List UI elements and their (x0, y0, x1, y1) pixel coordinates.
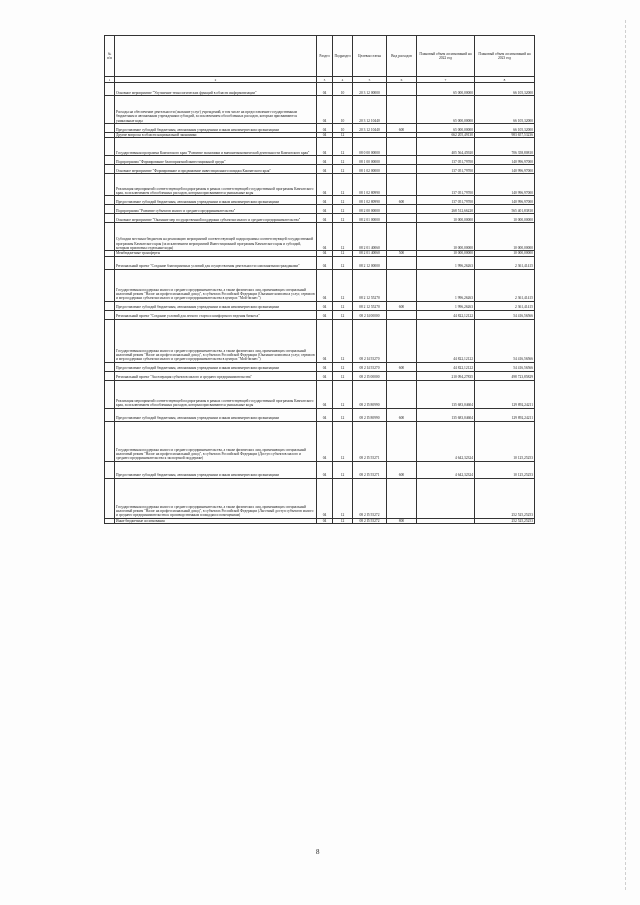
row-num-cell (105, 319, 115, 362)
row-name-cell: Государственная поддержка малого и среднего предпринимательства, а также физических лиц, применяющих специальный налоговый режим "Налог на профессиональный доход", в субъектах Российской Федерации (Оказание комплекса услуг, сервисов и мер поддержки субъектам малого и среднего предпринимательства в центрах "Мой бизнес") (115, 319, 317, 362)
row-sum-2022-cell: 135 683,04604 (417, 408, 475, 421)
row-num-cell (105, 362, 115, 371)
row-podrazdel-cell: 12 (333, 133, 353, 138)
row-name-cell: Региональный проект "Создание условий для легкого старта и комфортного ведения бизнеса" (115, 310, 317, 319)
column-number: 1 (105, 77, 115, 83)
row-sum-2023-cell: 10 000,00000 (475, 223, 535, 251)
row-sum-2023-cell: 252 525,25253 (475, 478, 535, 518)
row-name-cell: Государственная программа Камчатского края "Развитие экономики и внешнеэкономической деятельности Камчатского края" (115, 138, 317, 156)
row-name-cell: Подпрограмма "Формирование благоприятной инвестиционной среды" (115, 156, 317, 165)
column-number: 7 (417, 77, 475, 83)
row-razdel-cell: 04 (317, 124, 333, 133)
row-vr-cell (387, 156, 417, 165)
row-vr-cell (387, 371, 417, 380)
row-num-cell (105, 269, 115, 301)
row-num-cell (105, 518, 115, 523)
table-row (105, 301, 535, 310)
row-podrazdel-cell: 12 (333, 518, 353, 523)
row-name-cell: Другие вопросы в области национальной экономики (115, 133, 317, 138)
row-podrazdel-cell: 12 (333, 138, 353, 156)
row-sum-2023-cell: 66 105,32000 (475, 124, 535, 133)
column-number: 4 (333, 77, 353, 83)
row-num-cell (105, 138, 115, 156)
row-sum-2023-cell: 10 000,00000 (475, 214, 535, 223)
row-podrazdel-cell: 10 (333, 83, 353, 96)
scan-edge-line (625, 20, 626, 890)
row-vr-cell (387, 96, 417, 124)
row-csr-cell: 08 1 02 80990 (353, 174, 387, 196)
row-podrazdel-cell: 12 (333, 301, 353, 310)
table-row (105, 421, 535, 461)
row-vr-cell: 600 (387, 408, 417, 421)
row-sum-2023-cell: 54 416,56566 (475, 310, 535, 319)
row-sum-2023-cell: 2 361,41415 (475, 301, 535, 310)
row-csr-cell: 08 2 12 55270 (353, 301, 387, 310)
row-sum-2023-cell: 66 105,32000 (475, 83, 535, 96)
row-sum-2022-cell: 4 642,32324 (417, 461, 475, 478)
row-sum-2023-cell: 498 723,85829 (475, 371, 535, 380)
row-csr-cell: 08 2 I5 55272 (353, 478, 387, 518)
row-name-cell: Предоставление субсидий бюджетным, автономным учреждениям и иным некоммерческим организациям (115, 301, 317, 310)
row-vr-cell (387, 138, 417, 156)
row-num-cell (105, 83, 115, 96)
row-name-cell: Предоставление субсидий бюджетным, автономным учреждениям и иным некоммерческим организациям (115, 362, 317, 371)
row-podrazdel-cell: 10 (333, 96, 353, 124)
row-sum-2022-cell: 137 051,79700 (417, 165, 475, 174)
row-podrazdel-cell: 12 (333, 165, 353, 174)
row-sum-2022-cell: 10 000,00000 (417, 223, 475, 251)
table-row (105, 310, 535, 319)
row-vr-cell (387, 319, 417, 362)
row-num-cell (105, 301, 115, 310)
row-sum-2022-cell: 137 051,79700 (417, 196, 475, 205)
table-row (105, 96, 535, 124)
table-row (105, 461, 535, 478)
row-sum-2022-cell (417, 478, 475, 518)
row-podrazdel-cell: 12 (333, 380, 353, 408)
row-razdel-cell: 04 (317, 156, 333, 165)
row-csr-cell: 20 3 12 00000 (353, 83, 387, 96)
row-podrazdel-cell: 12 (333, 408, 353, 421)
col-header-csr: Целевая статья (353, 36, 387, 77)
column-number: 5 (353, 77, 387, 83)
table-row (105, 156, 535, 165)
row-vr-cell (387, 205, 417, 214)
column-number: 6 (387, 77, 417, 83)
row-sum-2022-cell: 662 205,49130 (417, 133, 475, 138)
row-num-cell (105, 256, 115, 269)
row-num-cell (105, 478, 115, 518)
row-csr-cell: 08 2 12 00000 (353, 256, 387, 269)
row-name-cell: Государственная поддержка малого и среднего предпринимательства, а также физических лиц, применяющих специальный налоговый режим "Налог на профессиональный доход", в субъектах Российской Федерации (Льготный доступ субъектов малого и среднего предпринимательства к производственным площадям и помещениям) (115, 478, 317, 518)
row-sum-2023-cell: 140 996,97000 (475, 174, 535, 196)
row-razdel-cell: 04 (317, 214, 333, 223)
table-row (105, 269, 535, 301)
row-sum-2022-cell (417, 518, 475, 523)
row-name-cell: Предоставление субсидий бюджетным, автономным учреждениям и иным некоммерческим организациям (115, 124, 317, 133)
row-name-cell: Субсидии местным бюджетам на реализацию мероприятий соответствующей подпрограммы соответствующей государственной программы Камчатского края (за исключением мероприятий Инвестиционной программы Камчатского края и субсидий, которым присвоены отдельные коды) (115, 223, 317, 251)
row-podrazdel-cell: 12 (333, 156, 353, 165)
row-podrazdel-cell: 12 (333, 214, 353, 223)
row-vr-cell: 600 (387, 362, 417, 371)
row-name-cell: Предоставление субсидий бюджетным, автономным учреждениям и иным некоммерческим организациям (115, 196, 317, 205)
row-num-cell (105, 223, 115, 251)
row-sum-2022-cell: 405 564,45920 (417, 138, 475, 156)
table-row (105, 174, 535, 196)
row-sum-2022-cell: 65 000,00000 (417, 96, 475, 124)
row-razdel-cell: 04 (317, 478, 333, 518)
table-row (105, 196, 535, 205)
row-csr-cell: 08 2 01 40060 (353, 223, 387, 251)
row-num-cell (105, 380, 115, 408)
row-name-cell: Реализация мероприятий соответствующей подпрограммы в рамках соответствующей государственной программы Камчатского края, за исключением обособленных расходов, которым присваиваются уникальные коды (115, 174, 317, 196)
column-number: 3 (317, 77, 333, 83)
row-num-cell (105, 156, 115, 165)
row-razdel-cell: 04 (317, 96, 333, 124)
row-vr-cell: 600 (387, 461, 417, 478)
row-num-cell (105, 214, 115, 223)
row-sum-2023-cell: 140 996,97000 (475, 165, 535, 174)
row-num-cell (105, 205, 115, 214)
row-csr-cell: 08 1 02 80990 (353, 196, 387, 205)
row-name-cell: Государственная поддержка малого и среднего предпринимательства, а также физических лиц, применяющих специальный налоговый режим "Налог на профессиональный доход", в субъектах Российской Федерации (Оказание комплекса услуг, сервисов и мер поддержки субъектам малого и среднего предпринимательства в центрах "Мой бизнес") (115, 269, 317, 301)
row-name-cell: Основное мероприятие "Улучшение технологических функций в области информатизации" (115, 83, 317, 96)
row-razdel-cell: 04 (317, 461, 333, 478)
row-sum-2023-cell: 54 416,56566 (475, 362, 535, 371)
row-num-cell (105, 421, 115, 461)
row-sum-2023-cell: 252 525,25253 (475, 518, 535, 523)
row-name-cell: Расходы на обеспечение деятельности (оказание услуг) учреждений, в том числе на предоставление государственным бюджетным и автономным учреждениям субсидий, за исключением обособленных расходов, которым присваиваются уникальные коды (115, 96, 317, 124)
row-razdel-cell: 04 (317, 362, 333, 371)
row-razdel-cell: 04 (317, 223, 333, 251)
row-csr-cell: 08 2 I5 55271 (353, 421, 387, 461)
row-sum-2022-cell: 4 642,32324 (417, 421, 475, 461)
table-row (105, 165, 535, 174)
table-body (105, 83, 535, 524)
row-vr-cell: 500 (387, 251, 417, 256)
row-sum-2022-cell: 1 996,26263 (417, 301, 475, 310)
row-podrazdel-cell: 12 (333, 269, 353, 301)
row-sum-2023-cell: 129 892,24211 (475, 408, 535, 421)
row-podrazdel-cell: 12 (333, 319, 353, 362)
page-number: 8 (316, 848, 320, 856)
table-row (105, 362, 535, 371)
row-sum-2022-cell: 10 000,00000 (417, 214, 475, 223)
table-row (105, 408, 535, 421)
row-razdel-cell: 04 (317, 251, 333, 256)
row-sum-2023-cell: 565 401,83810 (475, 205, 535, 214)
row-csr-cell: 08 2 I5 80990 (353, 408, 387, 421)
row-razdel-cell: 04 (317, 269, 333, 301)
row-sum-2022-cell: 44 822,12122 (417, 310, 475, 319)
row-podrazdel-cell: 12 (333, 362, 353, 371)
row-vr-cell (387, 214, 417, 223)
row-csr-cell: 20 3 12 10440 (353, 96, 387, 124)
row-sum-2022-cell: 137 051,79700 (417, 156, 475, 165)
row-csr-cell: 08 2 00 00000 (353, 205, 387, 214)
row-sum-2022-cell: 1 996,26263 (417, 256, 475, 269)
row-sum-2022-cell: 44 822,12122 (417, 362, 475, 371)
row-num-cell (105, 461, 115, 478)
col-header-podrazdel: Подраздел (333, 36, 353, 77)
row-podrazdel-cell: 12 (333, 371, 353, 380)
row-sum-2022-cell: 65 000,00000 (417, 83, 475, 96)
row-razdel-cell: 04 (317, 138, 333, 156)
row-sum-2022-cell: 135 683,04604 (417, 380, 475, 408)
row-num-cell (105, 371, 115, 380)
row-sum-2023-cell: 10 125,25253 (475, 461, 535, 478)
row-num-cell (105, 165, 115, 174)
row-name-cell: Иные бюджетные ассигнования (115, 518, 317, 523)
row-sum-2023-cell: 10 125,25253 (475, 421, 535, 461)
row-vr-cell (387, 310, 417, 319)
row-sum-2022-cell: 1 996,26263 (417, 269, 475, 301)
col-header-vr: Вид расходов (387, 36, 417, 77)
table-header-row (105, 36, 535, 77)
row-razdel-cell: 04 (317, 83, 333, 96)
row-vr-cell (387, 165, 417, 174)
row-sum-2023-cell: 706 358,80810 (475, 138, 535, 156)
row-csr-cell: 08 1 02 00000 (353, 165, 387, 174)
row-vr-cell (387, 256, 417, 269)
budget-table (104, 35, 535, 524)
row-razdel-cell: 04 (317, 205, 333, 214)
row-csr-cell: 08 2 01 40060 (353, 251, 387, 256)
row-num-cell (105, 196, 115, 205)
row-vr-cell (387, 421, 417, 461)
row-razdel-cell: 04 (317, 518, 333, 523)
row-podrazdel-cell: 12 (333, 223, 353, 251)
row-name-cell: Региональный проект "Акселерация субъектов малого и среднего предпринимательства" (115, 371, 317, 380)
col-header-razdel: Раздел (317, 36, 333, 77)
column-number: 8 (475, 77, 535, 83)
row-razdel-cell: 04 (317, 301, 333, 310)
row-sum-2023-cell: 54 416,56566 (475, 319, 535, 362)
row-razdel-cell: 04 (317, 380, 333, 408)
row-podrazdel-cell: 12 (333, 205, 353, 214)
row-name-cell: Региональный проект "Создание благоприятных условий для осуществления деятельности самозанятыми гражданами" (115, 256, 317, 269)
row-podrazdel-cell: 12 (333, 478, 353, 518)
row-podrazdel-cell: 12 (333, 256, 353, 269)
row-csr-cell: 08 2 I5 00000 (353, 371, 387, 380)
row-razdel-cell: 04 (317, 371, 333, 380)
row-razdel-cell: 04 (317, 133, 333, 138)
row-vr-cell (387, 83, 417, 96)
row-csr-cell: 08 2 01 00000 (353, 214, 387, 223)
row-csr-cell: 08 2 I4 55270 (353, 362, 387, 371)
table-row (105, 319, 535, 362)
table-row (105, 256, 535, 269)
row-csr-cell: 20 3 12 10440 (353, 124, 387, 133)
row-csr-cell: 08 2 I5 55271 (353, 461, 387, 478)
table-row (105, 205, 535, 214)
row-sum-2023-cell: 2 361,41415 (475, 256, 535, 269)
row-podrazdel-cell: 12 (333, 174, 353, 196)
col-header-sum-2023: Плановый объем ассигнований на 2023 год (475, 36, 535, 77)
row-podrazdel-cell: 12 (333, 461, 353, 478)
row-sum-2023-cell: 66 105,32000 (475, 96, 535, 124)
row-razdel-cell: 04 (317, 256, 333, 269)
row-sum-2023-cell: 129 892,24211 (475, 380, 535, 408)
row-sum-2022-cell: 10 000,00000 (417, 251, 475, 256)
row-csr-cell: 08 2 I5 80990 (353, 380, 387, 408)
row-vr-cell (387, 478, 417, 518)
row-csr-cell: 08 2 I5 55272 (353, 518, 387, 523)
row-name-cell: Предоставление субсидий бюджетным, автономным учреждениям и иным некоммерческим организациям (115, 461, 317, 478)
row-sum-2022-cell: 210 094,27835 (417, 371, 475, 380)
column-number: 2 (115, 77, 317, 83)
row-sum-2022-cell: 137 051,79700 (417, 174, 475, 196)
row-vr-cell: 600 (387, 196, 417, 205)
row-vr-cell: 600 (387, 301, 417, 310)
row-name-cell: Предоставление субсидий бюджетным, автономным учреждениям и иным некоммерческим организациям (115, 408, 317, 421)
row-podrazdel-cell: 12 (333, 310, 353, 319)
row-razdel-cell: 04 (317, 196, 333, 205)
row-vr-cell (387, 380, 417, 408)
row-name-cell: Реализация мероприятий соответствующей подпрограммы в рамках соответствующей государственной программы Камчатского края, за исключением обособленных расходов, которым присваиваются уникальные коды (115, 380, 317, 408)
table-row (105, 518, 535, 523)
row-vr-cell: 600 (387, 124, 417, 133)
row-podrazdel-cell: 12 (333, 251, 353, 256)
table-row (105, 223, 535, 251)
row-sum-2022-cell: 268 512,66220 (417, 205, 475, 214)
row-sum-2023-cell: 140 996,97000 (475, 156, 535, 165)
row-sum-2022-cell: 44 822,12122 (417, 319, 475, 362)
row-sum-2023-cell: 140 996,97000 (475, 196, 535, 205)
row-razdel-cell: 04 (317, 174, 333, 196)
row-num-cell (105, 310, 115, 319)
row-num-cell (105, 174, 115, 196)
row-num-cell (105, 408, 115, 421)
row-sum-2023-cell: 983 657,53236 (475, 133, 535, 138)
row-vr-cell (387, 269, 417, 301)
row-num-cell (105, 96, 115, 124)
row-razdel-cell: 04 (317, 319, 333, 362)
row-sum-2022-cell: 65 000,00000 (417, 124, 475, 133)
row-sum-2023-cell: 10 000,00000 (475, 251, 535, 256)
row-name-cell: Государственная поддержка малого и среднего предпринимательства, а также физических лиц, применяющих специальный налоговый режим "Налог на профессиональный доход", в субъектах Российской Федерации (Доступ субъектов малого и среднего предпринимательства к экспортной поддержке) (115, 421, 317, 461)
row-csr-cell: 08 1 00 00000 (353, 156, 387, 165)
row-name-cell: Подпрограмма "Развитие субъектов малого и среднего предпринимательства" (115, 205, 317, 214)
row-razdel-cell: 04 (317, 310, 333, 319)
row-razdel-cell: 04 (317, 165, 333, 174)
row-name-cell: Основное мероприятие "Оказание мер государственной поддержки субъектам малого и среднего предпринимательства" (115, 214, 317, 223)
col-header-sum-2022: Плановый объем ассигнований на 2022 год (417, 36, 475, 77)
col-header-name (115, 36, 317, 77)
row-sum-2023-cell: 2 361,41415 (475, 269, 535, 301)
table-row (105, 83, 535, 96)
table-row (105, 380, 535, 408)
row-podrazdel-cell: 10 (333, 124, 353, 133)
row-name-cell: Основное мероприятие "Формирование и продвижение инвестиционного имиджа Камчатского края" (115, 165, 317, 174)
table-row (105, 371, 535, 380)
row-name-cell: Межбюджетные трансферты (115, 251, 317, 256)
row-podrazdel-cell: 12 (333, 196, 353, 205)
row-csr-cell: 08 0 00 00000 (353, 138, 387, 156)
col-header-num: № п/п (105, 36, 115, 77)
row-vr-cell: 800 (387, 518, 417, 523)
table-row (105, 478, 535, 518)
row-vr-cell (387, 223, 417, 251)
table-row (105, 124, 535, 133)
row-vr-cell (387, 174, 417, 196)
table-row (105, 138, 535, 156)
row-csr-cell: 08 2 12 55270 (353, 269, 387, 301)
row-razdel-cell: 04 (317, 408, 333, 421)
row-csr-cell: 08 2 I4 00000 (353, 310, 387, 319)
row-num-cell (105, 124, 115, 133)
table-row (105, 214, 535, 223)
row-podrazdel-cell: 12 (333, 421, 353, 461)
row-razdel-cell: 04 (317, 421, 333, 461)
row-csr-cell: 08 2 I4 55270 (353, 319, 387, 362)
